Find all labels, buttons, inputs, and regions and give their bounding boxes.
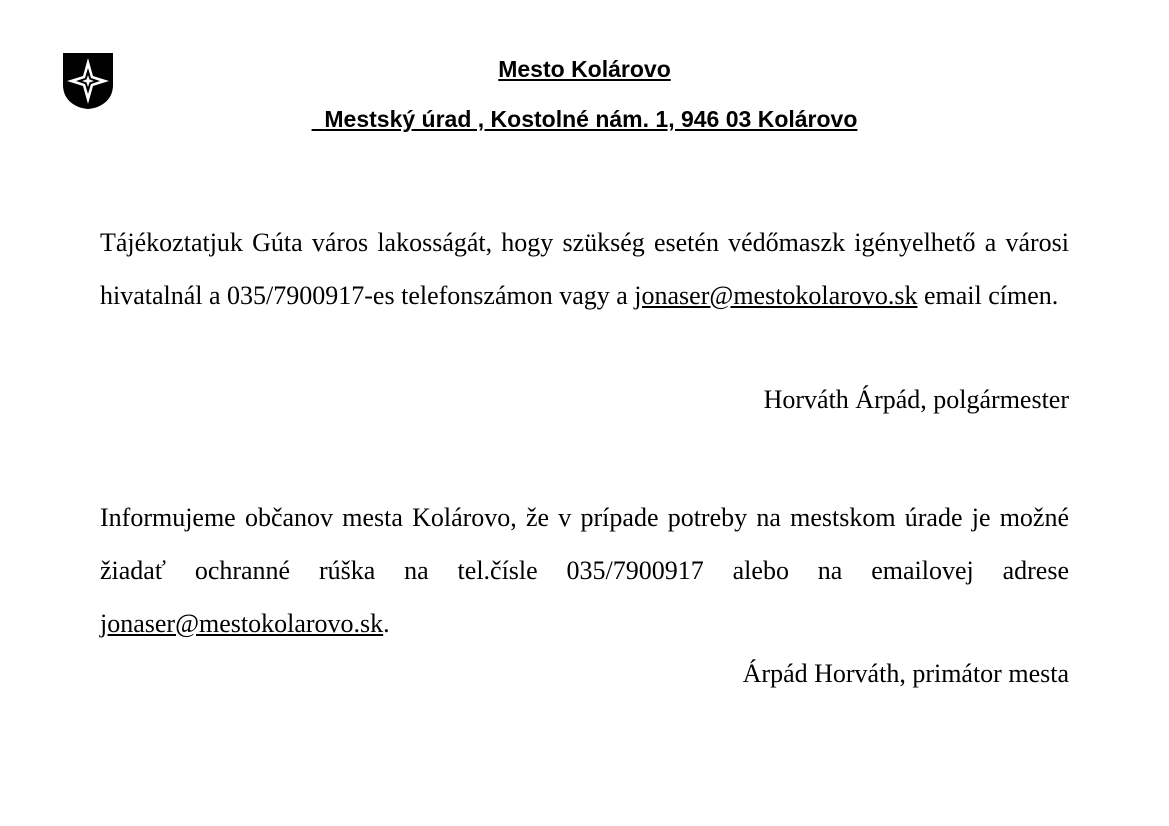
hungarian-notice-text-end: email címen. <box>917 281 1059 310</box>
office-address <box>0 105 1169 133</box>
hungarian-notice-text: Tájékoztatjuk Gúta város lakosságát, hogy szükség esetén védőmaszk igényelhető a városi hivatalnál a 035/7900917-es telefonszámon vagy a <box>100 228 1069 310</box>
hungarian-email-link[interactable]: jonaser@mestokolarovo.sk <box>634 281 918 310</box>
slovak-notice-text: Informujeme občanov mesta Kolárovo, že v prípade potreby na mestskom úrade je možné žiadať ochranné rúška na tel.čísle 035/7900917 alebo na emailovej adrese <box>100 503 1069 585</box>
slovak-email-link[interactable]: jonaser@mestokolarovo.sk <box>100 609 384 638</box>
hungarian-notice-paragraph <box>100 216 1069 322</box>
town-title: Mesto Kolárovo <box>498 56 671 82</box>
slovak-notice-paragraph <box>100 491 1069 650</box>
office-address-text: Mestský úrad , Kostolné nám. 1, 946 03 Kolárovo <box>324 106 858 132</box>
slovak-signature: Árpád Horváth, primátor mesta <box>742 659 1069 688</box>
hungarian-signature: Horváth Árpád, polgármester <box>763 385 1069 414</box>
slovak-notice-text-end: . <box>383 609 390 638</box>
